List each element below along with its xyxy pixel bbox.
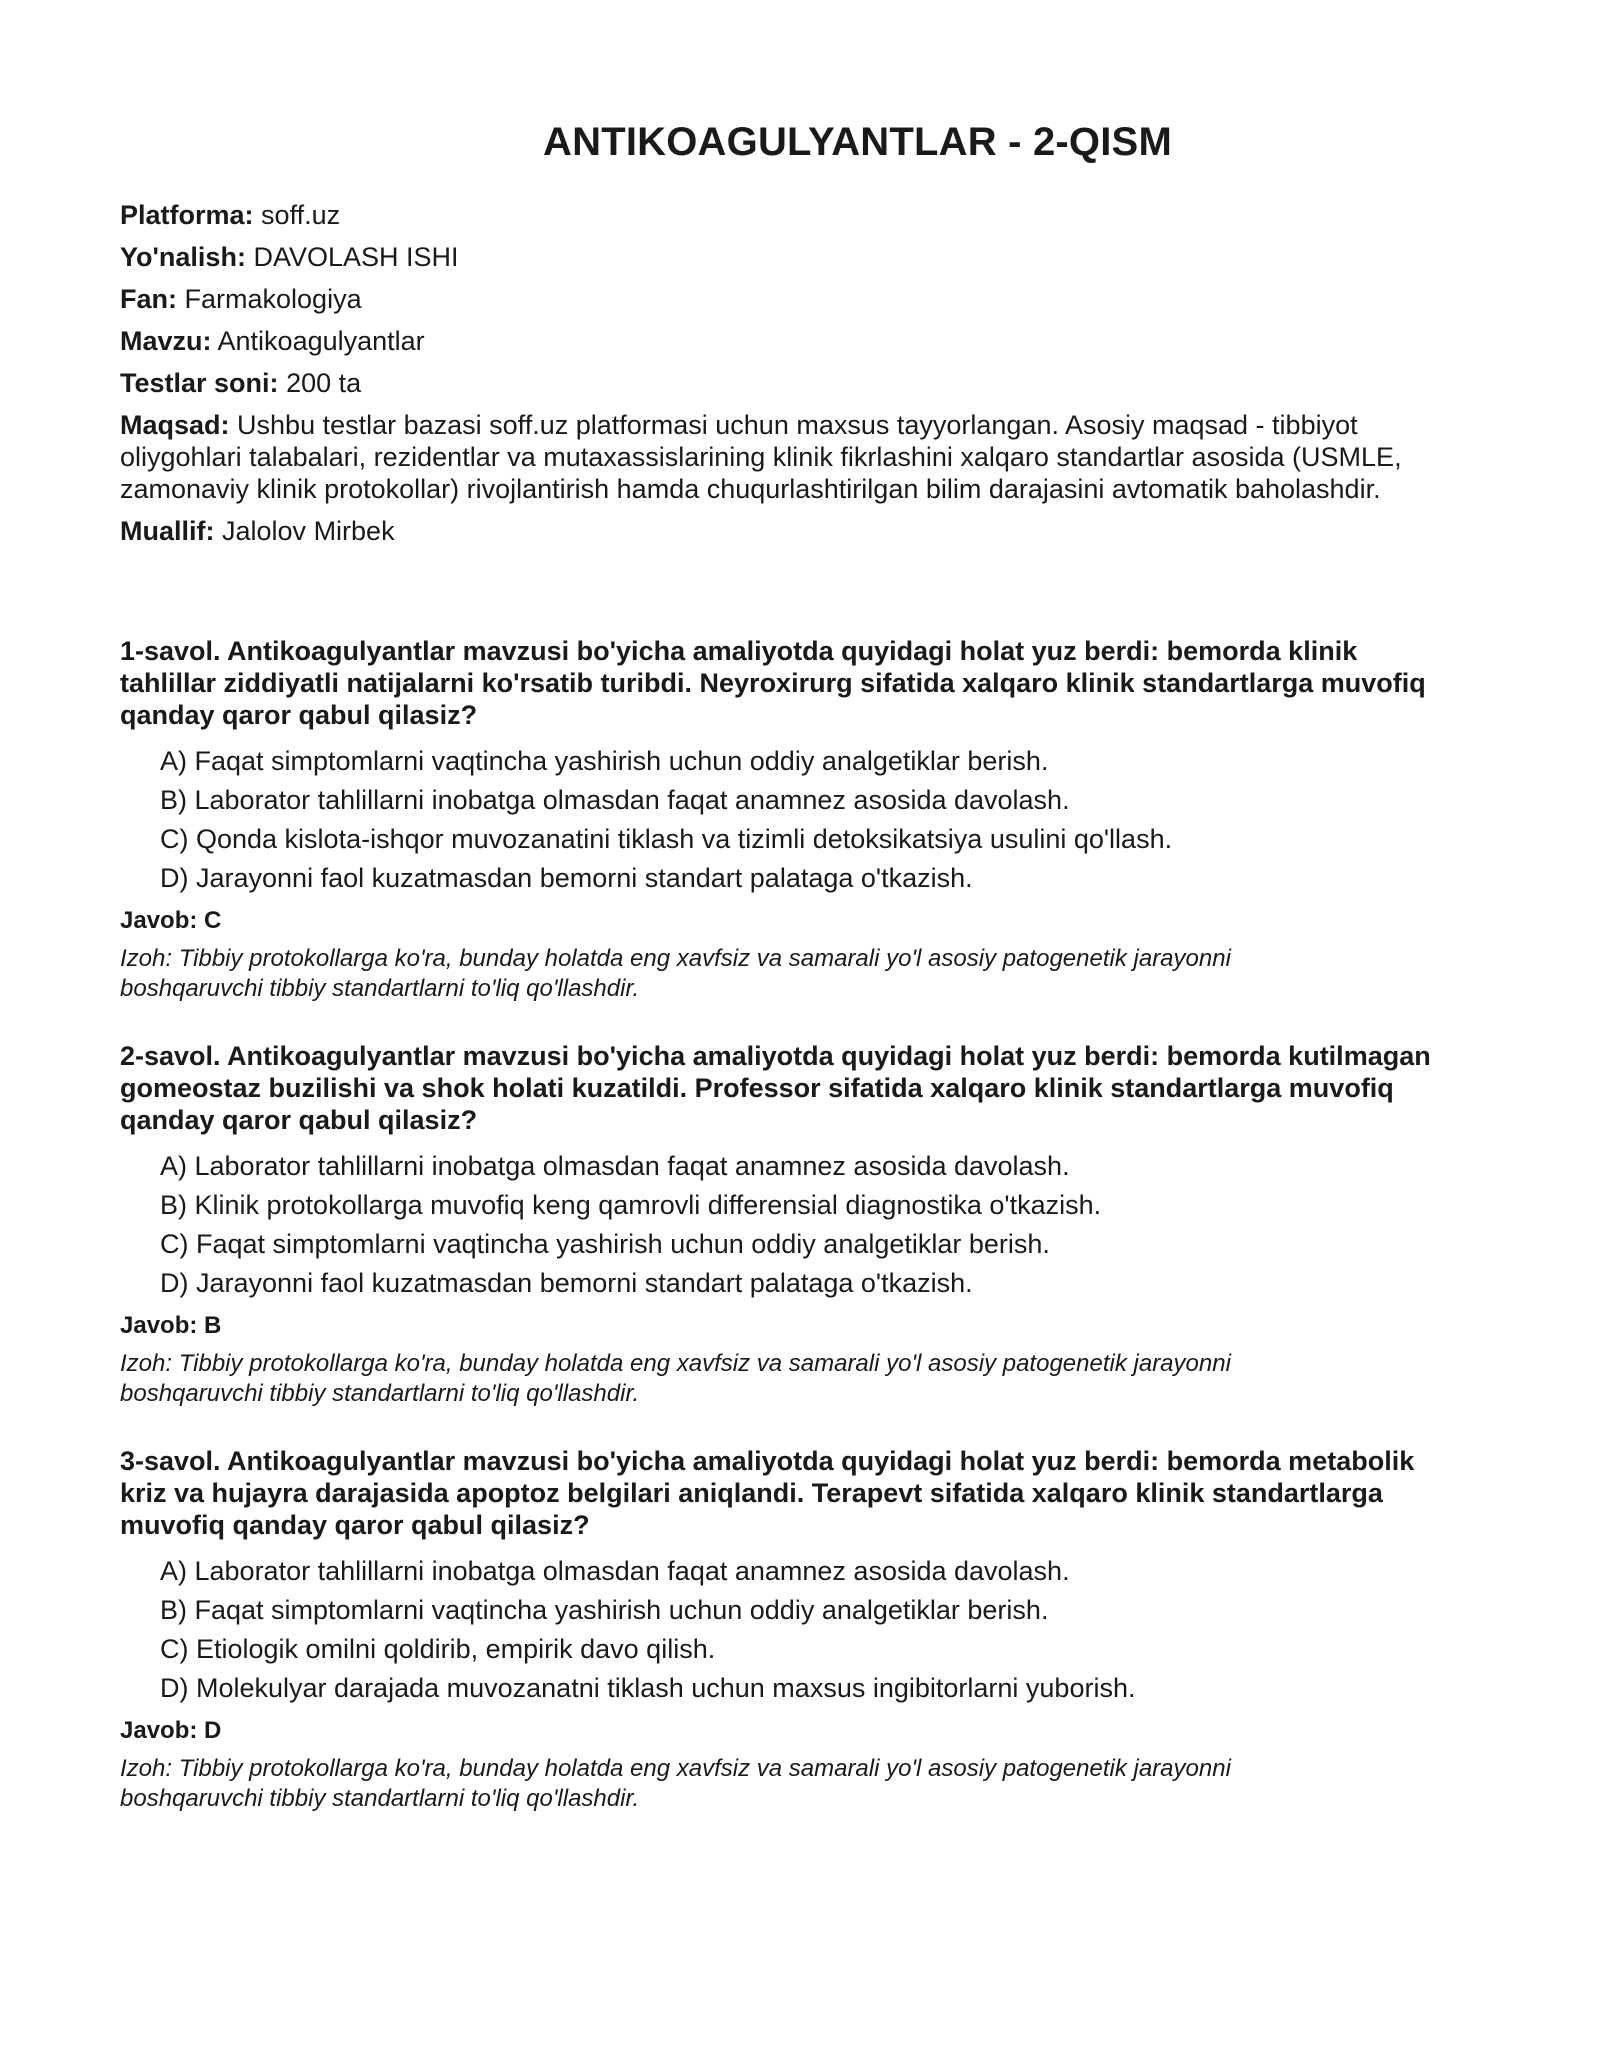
explanation: Izoh: Tibbiy protokollarga ko'ra, bunday holatda eng xavfsiz va samarali yo'l asosiy patogenetik jarayonni boshqaruvchi tibbiy standartlarni to'liq qo'llashdir. [120,1755,1231,1812]
option-a: A) Laborator tahlillarni inobatga olmasdan faqat anamnez asosida davolash. [160,1556,1070,1586]
document-page [120,120,1460,1850]
option-c: C) Qonda kislota-ishqor muvozanatini tiklash va tizimli detoksikatsiya usulini qo'llash. [160,824,1173,854]
questions-list [120,635,1460,1814]
question-text: 2-savol. Antikoagulyantlar mavzusi bo'yicha amaliyotda quyidagi holat yuz berdi: bemorda kutilmagan gomeostaz buzilishi va shok holati kuzatildi. Professor sifatida xalqaro klinik standartlarga muvofiq qanday qaror qabul qilasiz? [120,1041,1431,1135]
option-c: C) Faqat simptomlarni vaqtincha yashirish uchun oddiy analgetiklar berish. [160,1229,1050,1259]
meta-label: Testlar soni: [120,368,279,398]
option-c: C) Etiologik omilni qoldirib, empirik davo qilish. [160,1634,716,1664]
meta-value: 200 ta [286,368,362,398]
document-title: ANTIKOAGULYANTLAR - 2-QISM [543,120,1172,164]
meta-value: soff.uz [261,200,341,230]
correct-answer: Javob: B [120,1312,222,1339]
correct-answer: Javob: D [120,1717,222,1744]
question-1 [120,635,1460,1004]
meta-value: Jalolov Mirbek [222,516,395,546]
question-2 [120,1040,1460,1409]
meta-muallif [120,515,1460,547]
meta-label: Platforma: [120,200,254,230]
option-a: A) Laborator tahlillarni inobatga olmasdan faqat anamnez asosida davolash. [160,1151,1070,1181]
question-text: 1-savol. Antikoagulyantlar mavzusi bo'yicha amaliyotda quyidagi holat yuz berdi: bemorda klinik tahlillar ziddiyatli natijalarni ko'rsatib turibdi. Neyroxirurg sifatida xalqaro klinik standartlarga muvofiq qanday qaror qabul qilasiz? [120,636,1426,730]
meta-value: Antikoagulyantlar [217,326,425,356]
option-b: B) Laborator tahlillarni inobatga olmasdan faqat anamnez asosida davolash. [160,785,1070,815]
question-text: 3-savol. Antikoagulyantlar mavzusi bo'yicha amaliyotda quyidagi holat yuz berdi: bemorda metabolik kriz va hujayra darajasida apoptoz belgilari aniqlandi. Terapevt sifatida xalqaro klinik standartlarga muvofiq qanday qaror qabul qilasiz? [120,1446,1415,1540]
option-d: D) Jarayonni faol kuzatmasdan bemorni standart palataga o'tkazish. [160,1268,973,1298]
meta-fan [120,283,1460,315]
meta-mavzu [120,325,1460,357]
option-b: B) Faqat simptomlarni vaqtincha yashirish uchun oddiy analgetiklar berish. [160,1595,1049,1625]
answer-options [120,745,1460,894]
metadata-block [120,199,1460,547]
meta-label: Yo'nalish: [120,242,246,272]
explanation: Izoh: Tibbiy protokollarga ko'ra, bunday holatda eng xavfsiz va samarali yo'l asosiy patogenetik jarayonni boshqaruvchi tibbiy standartlarni to'liq qo'llashdir. [120,1350,1231,1407]
meta-platforma [120,199,1460,231]
answer-options [120,1555,1460,1704]
meta-yonalish [120,241,1460,273]
meta-label: Fan: [120,284,177,314]
explanation: Izoh: Tibbiy protokollarga ko'ra, bunday holatda eng xavfsiz va samarali yo'l asosiy patogenetik jarayonni boshqaruvchi tibbiy standartlarni to'liq qo'llashdir. [120,945,1231,1002]
meta-value: DAVOLASH ISHI [253,242,459,272]
option-b: B) Klinik protokollarga muvofiq keng qamrovli differensial diagnostika o'tkazish. [160,1190,1102,1220]
meta-label: Mavzu: [120,326,212,356]
option-d: D) Molekulyar darajada muvozanatni tiklash uchun maxsus ingibitorlarni yuborish. [160,1673,1136,1703]
option-a: A) Faqat simptomlarni vaqtincha yashirish uchun oddiy analgetiklar berish. [160,746,1049,776]
question-3 [120,1445,1460,1814]
correct-answer: Javob: C [120,907,222,934]
answer-options [120,1150,1460,1299]
meta-value: Farmakologiya [184,284,362,314]
meta-label: Muallif: [120,516,215,546]
meta-maqsad [120,409,1460,505]
meta-testlar-soni [120,367,1460,399]
meta-value: Ushbu testlar bazasi soff.uz platformasi uchun maxsus tayyorlangan. Asosiy maqsad - tibbiyot oliygohlari talabalari, rezidentlar va mutaxassislarining klinik fikrlashini xalqaro standartlar asosida (USMLE, zamonaviy klinik protokollar) rivojlantirish hamda chuqurlashtirilgan bilim darajasini avtomatik baholashdir. [120,410,1402,504]
option-d: D) Jarayonni faol kuzatmasdan bemorni standart palataga o'tkazish. [160,863,973,893]
meta-label: Maqsad: [120,410,230,440]
